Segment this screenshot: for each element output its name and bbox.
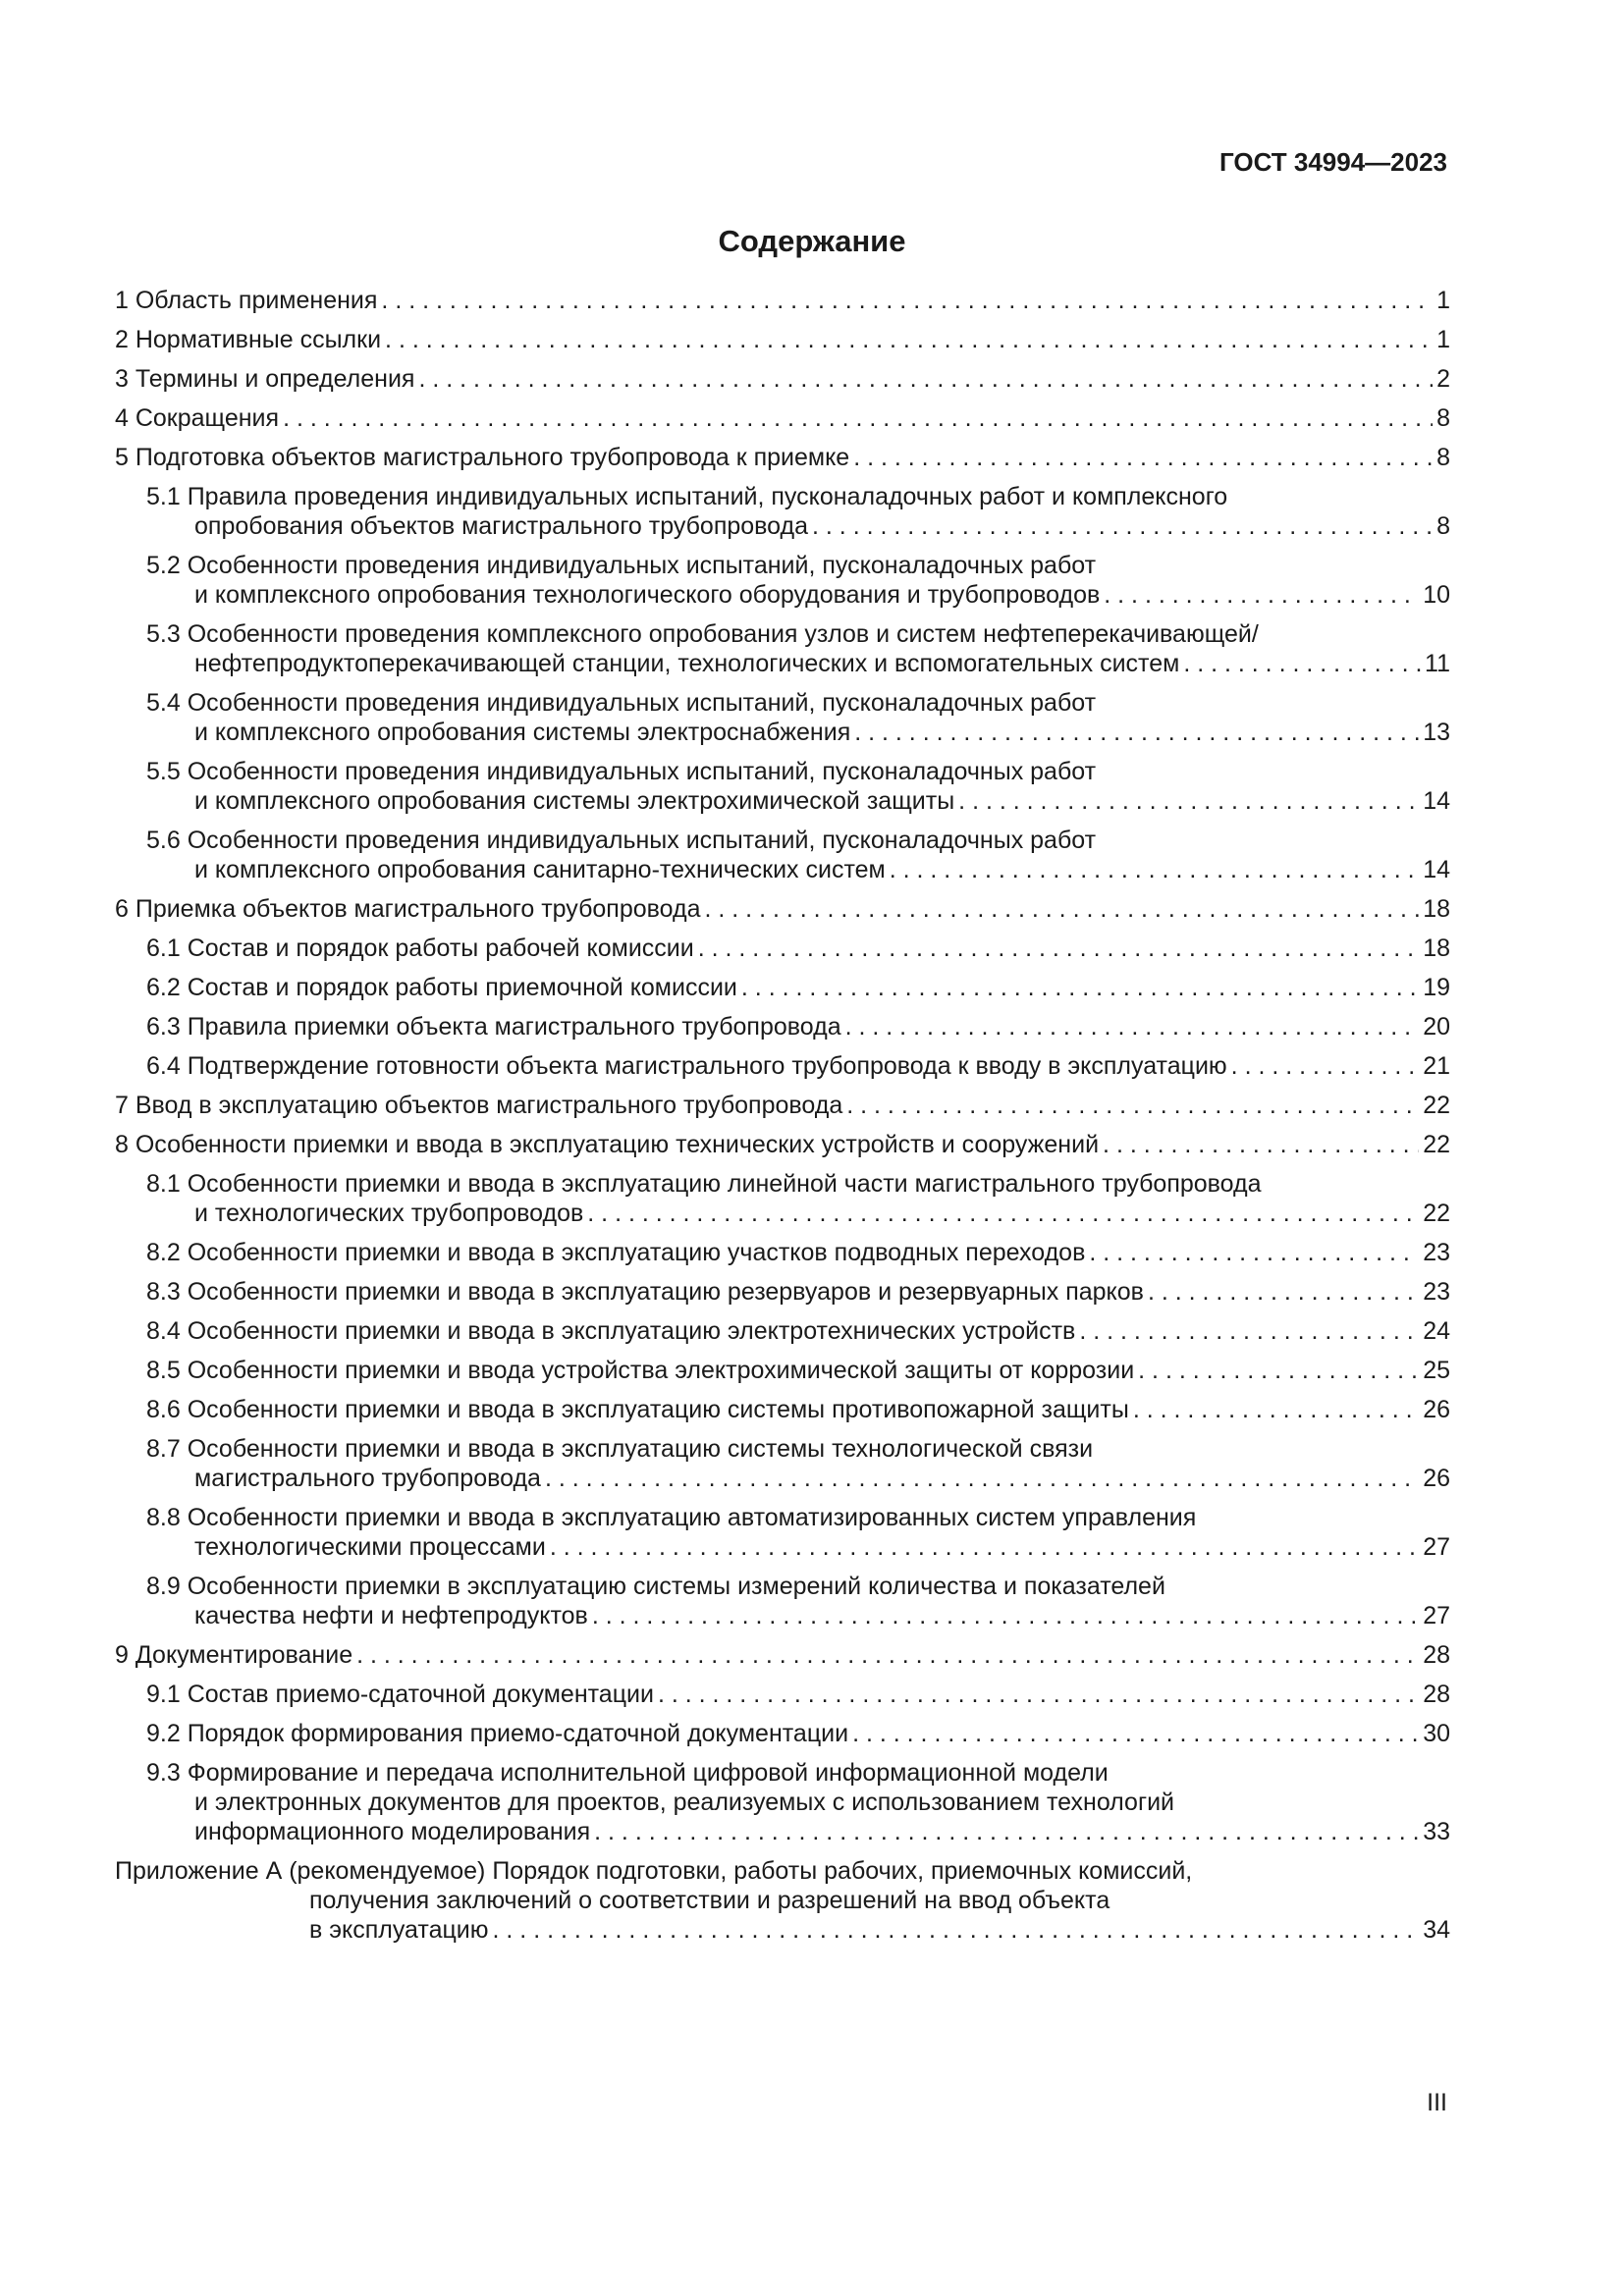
toc-entry xyxy=(115,1434,1450,1493)
toc-entry xyxy=(115,325,1450,354)
toc-entry-line: 5.2 Особенности проведения индивидуальных испытаний, пусконаладочных работ xyxy=(146,552,1097,579)
dot-leader xyxy=(846,1091,1419,1120)
toc-entry-text: технологическими процессами xyxy=(194,1533,546,1561)
toc-page-number: 23 xyxy=(1423,1239,1450,1266)
toc-entry xyxy=(115,1356,1450,1385)
toc-entry-text: 3 Термины и определения xyxy=(115,365,415,393)
document-header: ГОСТ 34994—2023 xyxy=(1219,147,1447,177)
dot-leader xyxy=(356,1640,1419,1670)
dot-leader xyxy=(592,1601,1419,1630)
dot-leader xyxy=(587,1199,1419,1228)
dot-leader xyxy=(852,1719,1419,1748)
toc-entry-text: 4 Сокращения xyxy=(115,404,280,432)
toc-entry-text: нефтепродуктоперекачивающей станции, технологических и вспомогательных систем xyxy=(194,650,1180,677)
dot-leader xyxy=(1104,580,1419,610)
dot-leader xyxy=(1079,1316,1419,1346)
dot-leader xyxy=(958,786,1419,816)
toc-page-number: 26 xyxy=(1423,1465,1450,1492)
toc-page-number: 1 xyxy=(1436,326,1450,353)
toc-entry-text: в эксплуатацию xyxy=(309,1916,489,1944)
toc-entry-text: 8.5 Особенности приемки и ввода устройства электрохимической защиты от коррозии xyxy=(146,1357,1135,1384)
toc-page-number: 22 xyxy=(1423,1092,1450,1119)
toc-entry-last-line xyxy=(146,1680,1450,1709)
toc-entry-last-line xyxy=(146,718,1450,747)
toc-entry xyxy=(115,1503,1450,1562)
dot-leader xyxy=(550,1532,1419,1562)
toc-entry-text: и комплексного опробования системы электрохимической защиты xyxy=(194,787,955,815)
toc-entry-last-line xyxy=(115,1915,1450,1945)
toc-entry-text: информационного моделирования xyxy=(194,1818,591,1845)
dot-leader xyxy=(493,1915,1420,1945)
toc-entry-last-line xyxy=(146,1012,1450,1041)
toc-page-number: 14 xyxy=(1423,787,1450,815)
toc-entry-last-line xyxy=(146,1817,1450,1846)
toc-entry-line: 8.7 Особенности приемки и ввода в эксплуатацию системы технологической связи xyxy=(146,1435,1094,1463)
dot-leader xyxy=(698,934,1419,963)
dot-leader xyxy=(1148,1277,1419,1307)
toc-entry xyxy=(115,551,1450,610)
toc-entry-line: 8.1 Особенности приемки и ввода в эксплуатацию линейной части магистрального трубопровода xyxy=(146,1170,1262,1198)
dot-leader xyxy=(741,973,1419,1002)
toc-page-number: 25 xyxy=(1423,1357,1450,1384)
toc-entry xyxy=(115,619,1450,678)
toc-entry-line: получения заключений о соответствии и разрешений на ввод объекта xyxy=(309,1887,1110,1914)
toc-page-number: 18 xyxy=(1423,895,1450,923)
toc-entry-text: 8 Особенности приемки и ввода в эксплуатацию технических устройств и сооружений xyxy=(115,1131,1100,1158)
toc-entry-last-line xyxy=(146,1238,1450,1267)
page-number: III xyxy=(1427,2089,1447,2116)
toc-entry-text: 6.4 Подтверждение готовности объекта магистрального трубопровода к вводу в эксплуатацию xyxy=(146,1052,1227,1080)
toc-entry-last-line xyxy=(115,443,1450,472)
toc-entry xyxy=(115,1719,1450,1748)
toc-entry xyxy=(115,1051,1450,1081)
toc-entry-last-line xyxy=(146,649,1450,678)
toc-entry-last-line xyxy=(146,934,1450,963)
toc-entry-text: 8.6 Особенности приемки и ввода в эксплуатацию системы противопожарной защиты xyxy=(146,1396,1129,1423)
toc-entry-text: 6.2 Состав и порядок работы приемочной комиссии xyxy=(146,974,737,1001)
toc-entry-line: 5.1 Правила проведения индивидуальных испытаний, пусконаладочных работ и комплексного xyxy=(146,483,1228,510)
toc-page-number: 30 xyxy=(1423,1720,1450,1747)
dot-leader xyxy=(890,855,1419,884)
toc-entry xyxy=(115,1238,1450,1267)
toc-entry xyxy=(115,1169,1450,1228)
dot-leader xyxy=(385,325,1433,354)
dot-leader xyxy=(853,443,1433,472)
toc-entry-last-line xyxy=(146,1464,1450,1493)
toc-page-number: 8 xyxy=(1436,444,1450,471)
toc-entry xyxy=(115,894,1450,924)
toc-page-number: 11 xyxy=(1425,650,1450,677)
toc-entry-text: и комплексного опробования санитарно-технических систем xyxy=(194,856,886,883)
toc-entry-last-line xyxy=(115,325,1450,354)
toc-entry xyxy=(115,1572,1450,1630)
toc-entry-last-line xyxy=(146,1532,1450,1562)
toc-entry-text: 2 Нормативные ссылки xyxy=(115,326,382,353)
toc-entry-text: качества нефти и нефтепродуктов xyxy=(194,1602,588,1629)
toc-entry-line: 8.8 Особенности приемки и ввода в эксплуатацию автоматизированных систем управления xyxy=(146,1504,1197,1531)
dot-leader xyxy=(812,511,1433,541)
toc-entry-line: 5.6 Особенности проведения индивидуальных испытаний, пусконаладочных работ xyxy=(146,827,1097,854)
toc-page-number: 23 xyxy=(1423,1278,1450,1306)
toc-page-number: 8 xyxy=(1436,404,1450,432)
toc-entry-last-line xyxy=(115,286,1450,315)
toc-entry xyxy=(115,286,1450,315)
toc-entry-last-line xyxy=(146,1316,1450,1346)
toc-entry-text: 8.4 Особенности приемки и ввода в эксплуатацию электротехнических устройств xyxy=(146,1317,1076,1345)
toc-entry-last-line xyxy=(115,403,1450,433)
toc-page-number: 24 xyxy=(1423,1317,1450,1345)
toc-entry xyxy=(115,443,1450,472)
toc-page-number: 28 xyxy=(1423,1641,1450,1669)
dot-leader xyxy=(845,1012,1420,1041)
toc-entry xyxy=(115,934,1450,963)
toc-page-number: 14 xyxy=(1423,856,1450,883)
table-of-contents xyxy=(115,286,1450,1954)
toc-page-number: 27 xyxy=(1423,1602,1450,1629)
toc-entry xyxy=(115,688,1450,747)
toc-entry-last-line xyxy=(146,580,1450,610)
toc-entry-text: опробования объектов магистрального трубопровода xyxy=(194,512,809,540)
toc-page-number: 22 xyxy=(1423,1131,1450,1158)
toc-entry-text: 6.1 Состав и порядок работы рабочей комиссии xyxy=(146,934,694,962)
page-title: Содержание xyxy=(718,224,906,258)
toc-entry-text: магистрального трубопровода xyxy=(194,1465,541,1492)
toc-entry-text: 6.3 Правила приемки объекта магистрального трубопровода xyxy=(146,1013,841,1041)
dot-leader xyxy=(594,1817,1419,1846)
toc-entry-line: Приложение А (рекомендуемое) Порядок подготовки, работы рабочих, приемочных комиссий, xyxy=(115,1857,1193,1885)
dot-leader xyxy=(1183,649,1421,678)
dot-leader xyxy=(1138,1356,1419,1385)
toc-page-number: 28 xyxy=(1423,1681,1450,1708)
toc-page-number: 19 xyxy=(1423,974,1450,1001)
toc-entry-last-line xyxy=(146,1277,1450,1307)
toc-entry xyxy=(115,1316,1450,1346)
toc-entry-line: 8.9 Особенности приемки в эксплуатацию системы измерений количества и показателей xyxy=(146,1573,1165,1600)
toc-entry-last-line xyxy=(115,894,1450,924)
dot-leader xyxy=(854,718,1419,747)
dot-leader xyxy=(1231,1051,1420,1081)
toc-entry xyxy=(115,482,1450,541)
toc-entry xyxy=(115,826,1450,884)
toc-entry-text: 8.3 Особенности приемки и ввода в эксплуатацию резервуаров и резервуарных парков xyxy=(146,1278,1144,1306)
toc-page-number: 22 xyxy=(1423,1200,1450,1227)
toc-entry-text: 5 Подготовка объектов магистрального трубопровода к приемке xyxy=(115,444,850,471)
toc-entry-text: 6 Приемка объектов магистрального трубопровода xyxy=(115,895,701,923)
toc-entry-last-line xyxy=(146,786,1450,816)
toc-entry-line: 5.3 Особенности проведения комплексного опробования узлов и систем нефтеперекачивающей/ xyxy=(146,620,1259,648)
dot-leader xyxy=(1133,1395,1419,1424)
toc-entry-text: 7 Ввод в эксплуатацию объектов магистрального трубопровода xyxy=(115,1092,843,1119)
toc-entry xyxy=(115,403,1450,433)
dot-leader xyxy=(1103,1130,1419,1159)
toc-entry-last-line xyxy=(146,511,1450,541)
toc-entry-last-line xyxy=(115,1640,1450,1670)
toc-entry-last-line xyxy=(146,1601,1450,1630)
toc-entry-text: 9.1 Состав приемо-сдаточной документации xyxy=(146,1681,654,1708)
toc-entry-last-line xyxy=(146,973,1450,1002)
toc-page-number: 34 xyxy=(1423,1916,1450,1944)
toc-entry xyxy=(115,1012,1450,1041)
dot-leader xyxy=(418,364,1433,394)
dot-leader xyxy=(381,286,1433,315)
toc-entry-text: 9 Документирование xyxy=(115,1641,353,1669)
toc-entry-text: и комплексного опробования технологического оборудования и трубопроводов xyxy=(194,581,1101,609)
toc-appendix-entry xyxy=(115,1856,1450,1945)
toc-page-number: 18 xyxy=(1423,934,1450,962)
dot-leader xyxy=(705,894,1420,924)
toc-entry-last-line xyxy=(146,1719,1450,1748)
dot-leader xyxy=(283,403,1433,433)
toc-page-number: 1 xyxy=(1436,287,1450,314)
toc-entry xyxy=(115,757,1450,816)
toc-entry-last-line xyxy=(146,1395,1450,1424)
toc-entry xyxy=(115,364,1450,394)
toc-entry xyxy=(115,973,1450,1002)
toc-entry-last-line xyxy=(115,1091,1450,1120)
toc-entry-last-line xyxy=(146,855,1450,884)
toc-entry-text: и комплексного опробования системы электроснабжения xyxy=(194,719,851,746)
toc-entry-line: 5.4 Особенности проведения индивидуальных испытаний, пусконаладочных работ xyxy=(146,689,1097,717)
dot-leader xyxy=(658,1680,1419,1709)
toc-entry-text: 9.2 Порядок формирования приемо-сдаточной документации xyxy=(146,1720,849,1747)
toc-entry-line: 5.5 Особенности проведения индивидуальных испытаний, пусконаладочных работ xyxy=(146,758,1097,785)
toc-entry-last-line xyxy=(115,364,1450,394)
toc-entry xyxy=(115,1680,1450,1709)
toc-page-number: 2 xyxy=(1436,365,1450,393)
toc-entry-last-line xyxy=(146,1356,1450,1385)
dot-leader xyxy=(545,1464,1419,1493)
toc-entry xyxy=(115,1640,1450,1670)
toc-entry-text: и технологических трубопроводов xyxy=(194,1200,584,1227)
toc-entry xyxy=(115,1395,1450,1424)
dot-leader xyxy=(1089,1238,1419,1267)
toc-entry xyxy=(115,1758,1450,1846)
toc-page-number: 26 xyxy=(1423,1396,1450,1423)
toc-entry xyxy=(115,1091,1450,1120)
toc-page-number: 27 xyxy=(1423,1533,1450,1561)
toc-entry-line: и электронных документов для проектов, реализуемых с использованием технологий xyxy=(194,1789,1174,1816)
toc-entry-line: 9.3 Формирование и передача исполнительной цифровой информационной модели xyxy=(146,1759,1109,1787)
toc-page-number: 21 xyxy=(1423,1052,1450,1080)
toc-entry xyxy=(115,1130,1450,1159)
toc-page-number: 20 xyxy=(1423,1013,1450,1041)
toc-page-number: 10 xyxy=(1423,581,1450,609)
toc-page-number: 33 xyxy=(1423,1818,1450,1845)
toc-entry-text: 8.2 Особенности приемки и ввода в эксплуатацию участков подводных переходов xyxy=(146,1239,1086,1266)
toc-entry xyxy=(115,1277,1450,1307)
toc-entry-last-line xyxy=(146,1199,1450,1228)
toc-entry-text: 1 Область применения xyxy=(115,287,378,314)
toc-entry-last-line xyxy=(146,1051,1450,1081)
toc-entry-last-line xyxy=(115,1130,1450,1159)
toc-page-number: 13 xyxy=(1423,719,1450,746)
toc-page-number: 8 xyxy=(1436,512,1450,540)
